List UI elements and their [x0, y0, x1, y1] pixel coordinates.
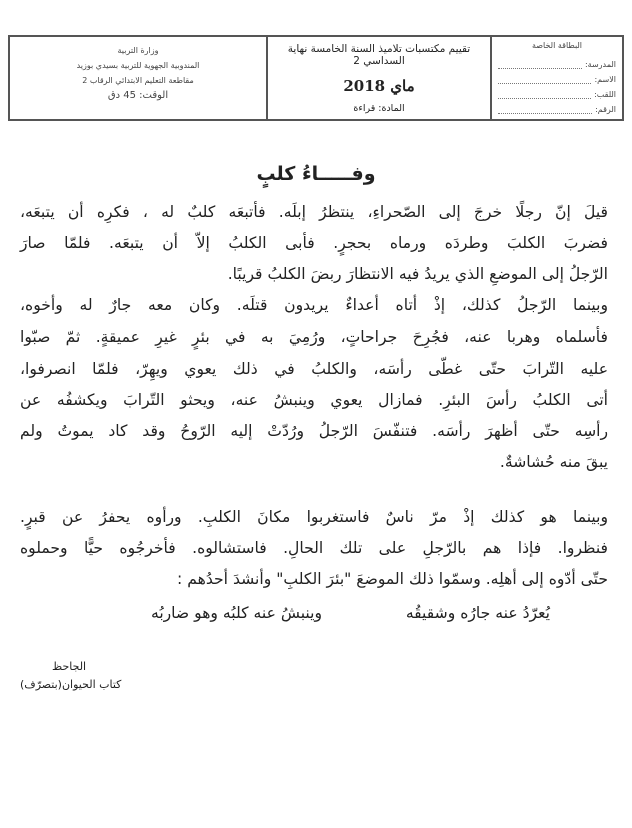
school-field[interactable]: المدرسة:: [498, 54, 616, 69]
text-title: وفـــــاءُ كلبٍ: [256, 163, 376, 185]
text-line: فأسلماه وهربا عنه، فجُرِحَ جراحاتٍ، ورُمِيَ به في بئرٍ غيرِ عميقةٍ. ثمّ صبّوا: [20, 328, 608, 346]
exam-title: تقييم مكتسبات تلاميذ السنة الخامسة نهاية السداسي 2: [287, 43, 471, 67]
authority-box: [10, 37, 266, 119]
exam-date: ماي 2018: [343, 77, 415, 95]
surname-field[interactable]: اللقب:: [498, 84, 616, 99]
text-line: الرّجلُ إلى الموضعِ الذي يريدُ فيه الانتظارَ ربضَ الكلبُ قريبًا.: [227, 265, 608, 283]
text-line: قيلَ إنّ رجلًا خرجَ إلى الصّحراءِ، ينتظرُ إبلَه. فأتبعَه كلبٌ له ، فكرِه أن يتبعَه،: [20, 203, 608, 221]
ministry: وزارة التربية: [117, 46, 159, 55]
student-card: [490, 37, 622, 119]
text-line: حتّى أدّوه إلى أهلِه. وسمّوا ذلك الموضعَ "بئرَ الكلبِ" وأنشدَ أحدُهم :: [177, 570, 608, 588]
name-field[interactable]: الاسم:: [498, 69, 616, 84]
text-line: فنظروا. فإذا هم بالرّجلِ على تلك الحالِ. فاستشالوه. فأخرجُوه حيًّا وحملوه: [20, 539, 608, 557]
text-line: يبقَ منه حُشاشةٌ.: [499, 453, 608, 471]
text-line: وبينما الرّجلُ كذلك، إذْ أتاه أعداءٌ يريدون قتلَه. وكان معه جارٌ له وأخوه،: [20, 296, 608, 314]
verse-second-hemistich: وينبشُ عنه كلبُه وهو ضاربُه: [150, 604, 322, 622]
text-line: عليه التّرابَ حتّى غطّى رأسَه، والكلبُ في ذلك يعوي ويهِرّ، فلمّا انصرفوا،: [20, 360, 608, 378]
exam-info-box: [266, 37, 490, 119]
text-line: وبينما هو كذلك إذْ مرّ ناسٌ فاستغربوا مكانَ الكلبِ. ورأوه يحفرُ عن قبرٍ.: [20, 508, 608, 526]
exam-header: [8, 35, 624, 121]
district: مقاطعة التعليم الابتدائي الرقاب 2: [82, 76, 194, 85]
verse-first-hemistich: يُعرّدُ عنه جارُه وشقيقُه: [405, 604, 550, 622]
author: الجاحظ: [52, 660, 87, 673]
exam-subject: المادة: قراءة: [353, 103, 405, 114]
number-field[interactable]: الرقم:: [498, 99, 616, 114]
student-card-title: البطاقة الخاصة: [531, 41, 583, 50]
exam-time: الوقت: 45 دق: [107, 90, 169, 101]
text-line: أتى الكلبُ رأسَ البئرِ. فمازال يعوي وينبشُ عنه، ويحثو التّرابَ ويكشفُه عن: [20, 391, 608, 409]
source: كتاب الحيوان(بتصرّف): [20, 678, 122, 691]
regional-office: المندوبية الجهوية للتربية بسيدي بوزيد: [76, 61, 200, 70]
text-line: فضربَ الكلبَ وطردَه ورماه بحجرٍ. فأبى الكلبُ إلاّ أن يتبعَه. فلمّا صارَ: [20, 234, 608, 252]
text-line: رأسِه حتّى أظهرَ رأسَه. فتنفّسَ الرّجلُ ورُدّتْ إليه الرّوحُ وقد كاد يموتُ ولم: [20, 422, 608, 440]
